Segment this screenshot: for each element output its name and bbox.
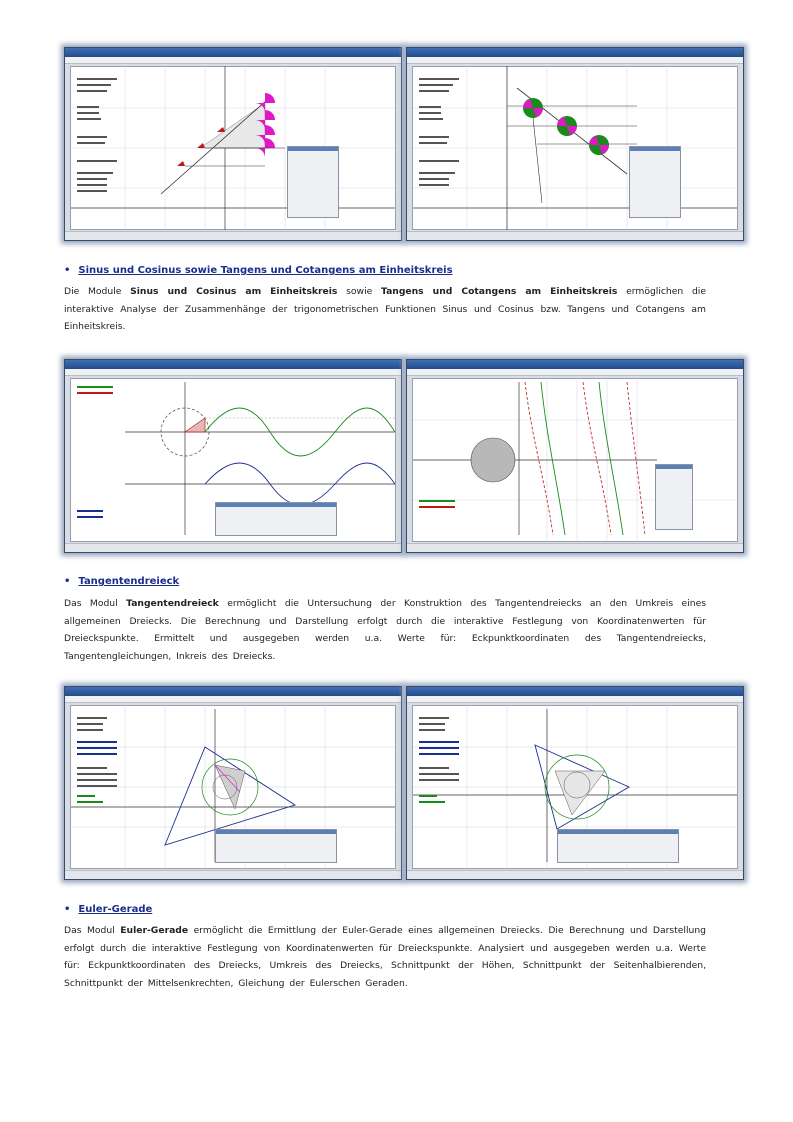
control-panel [215, 829, 337, 863]
screenshot-tangens-cotangens [406, 359, 744, 553]
section-link-einheitskreis[interactable] [64, 265, 453, 276]
bullet-icon: • [64, 265, 71, 276]
screenshot-row-parallels [64, 47, 772, 241]
link-tangentendreieck[interactable]: Tangentendreieck [78, 576, 180, 587]
paragraph-tangentendreieck [64, 595, 706, 665]
text-intro: Das Modul [64, 598, 118, 609]
paragraph-euler-gerade [64, 922, 706, 992]
text-bold-module-1: Sinus und Cosinus am Einheitskreis [130, 286, 338, 297]
text-bold-module-2: Tangens und Cotangens am Einheitskreis [381, 286, 618, 297]
control-panel [557, 829, 679, 863]
screenshot-tangentendreieck-2 [406, 686, 744, 880]
control-panel [215, 502, 337, 536]
window-statusbar [407, 543, 743, 552]
window-statusbar [65, 231, 401, 240]
screenshot-tangentendreieck-1 [64, 686, 402, 880]
screenshot-row-tangentendreieck [64, 686, 772, 880]
text-intro: Die Module [64, 286, 122, 297]
link-euler-gerade[interactable]: Euler-Gerade [78, 904, 153, 915]
control-panel [287, 146, 339, 218]
bullet-icon: • [64, 904, 71, 915]
window-statusbar [407, 870, 743, 879]
section-link-euler-gerade[interactable] [64, 904, 152, 915]
control-panel [655, 464, 693, 530]
screenshot-sinus-cosinus [64, 359, 402, 553]
parallels-geometry-figure-2 [407, 48, 743, 240]
text-rest: ermöglicht die Untersuchung der Konstruktion des Tangentendreiecks an den Umkreis eines allgemeinen Dreiecks. Die Berechnung und Darstellung erfolgt durch die interaktive Festlegung von Koordinatenwerten für Dreieckspunkte. Ermittelt und ausgegeben werden u.a. Werte für: Eckpunktkoordinaten des Tangentendreiecks, Tangentengleichungen, Inkreis des Dreiecks. [64, 598, 707, 662]
text-intro: Das Modul [64, 925, 115, 936]
window-statusbar [65, 543, 401, 552]
section-link-tangentendreieck[interactable] [64, 576, 179, 587]
text-rest: ermöglichen die interaktive Analyse der Zusammenhänge der trigonometrischen Funktionen Sinus und Cosinus bzw. Tangens und Cotangens am Einheitskreis. [64, 286, 707, 332]
window-statusbar [407, 231, 743, 240]
text-bold-module: Tangentendreieck [126, 598, 219, 609]
link-einheitskreis[interactable]: Sinus und Cosinus sowie Tangens und Cotangens am Einheitskreis [78, 265, 453, 276]
screenshot-parallels-2 [406, 47, 744, 241]
window-statusbar [65, 870, 401, 879]
bullet-icon: • [64, 576, 71, 587]
screenshot-parallels-1 [64, 47, 402, 241]
screenshot-row-einheitskreis [64, 359, 772, 553]
parallels-geometry-figure [65, 48, 401, 240]
paragraph-einheitskreis [64, 283, 706, 336]
text-bold-module: Euler-Gerade [120, 925, 189, 936]
text-mid: sowie [346, 286, 373, 297]
control-panel [629, 146, 681, 218]
text-rest: ermöglicht die Ermittlung der Euler-Gerade eines allgemeinen Dreiecks. Die Berechnung und Darstellung erfolgt durch die interaktive Festlegung von Koordinatenwerten für Dreieckspunkte. Analysiert und ausgegeben werden u.a. Werte für: Eckpunktkoordinaten des Dreiecks, Umkreis des Dreiecks, Schnittpunkt der Höhen, Schnittpunkt der Seitenhalbierenden, Schnittpunkt der Mittelsenkrechten, Gleichung der Eulerschen Geraden. [64, 925, 707, 989]
